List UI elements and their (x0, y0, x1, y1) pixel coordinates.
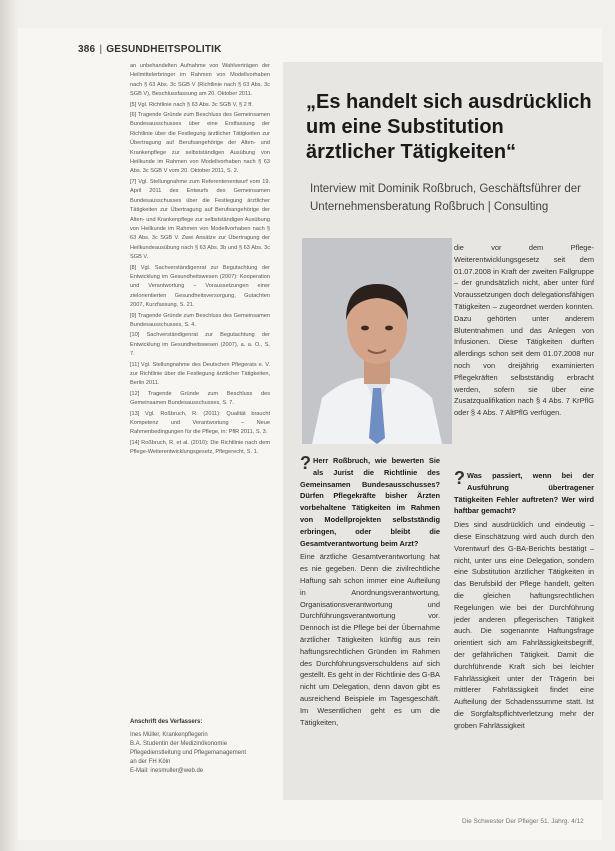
question-mark-glyph: ? (300, 453, 311, 473)
author-address-line: an der FH Köln (130, 759, 171, 765)
footnote: [6] Tragende Gründe zum Beschluss des Gemeinsamen Bundesausschusses über eine Erstfassung der Richtlinie über die Festlegung ärztlicher Tätigkeiten zur Übertragung auf Berufsangehörige der Alten- und Krankenpflege zur selbstständigen Ausübung von Heilkunde im Rahmen von Modellvorhaben nach § 63 Abs. 3c SGB V vom 20. Oktober 2011, S. 2. (130, 112, 270, 175)
author-address (130, 718, 270, 776)
answer-2: Dies sind ausdrücklich und eindeutig – diese Einschätzung wird auch durch den Vorentwurf des G-BA-Berichts bestätigt – nicht, unter uns eine Delegation, sondern eine Substitution ärztlicher Tätigkeiten in das Berufsbild der Pflege handelt, gelten die gleichen haftungsrechtlichen Regelungen wie bei der Durchführung jeder anderen pflegerischen Tätigkeit auch. Die sogenannte Haftungsfrage orientiert sich am Fahrlässigkeitsbegriff, der gefährlichen Tätigkeit. Damit die durchführende Kraft sich bei leichter Fahrlässigkeit unter der Trägerin bei mittlerer Fahrlässigkeit findet eine Aufteilung der Schadenssumme statt. Ist die Sorgfaltspflichtverletzung mehr der groben Fahrlässigkeit (454, 520, 594, 730)
header-separator: | (99, 44, 103, 55)
footnote: [5] Vgl. Richtlinie nach § 63 Abs. 3c SGB V, § 2 ff. (130, 101, 253, 108)
author-address-line: Ines Müller, Krankenpflegerin (130, 732, 208, 738)
portrait-illustration (302, 238, 452, 444)
answer-1: Eine ärztliche Gesamtverantwortung hat es nie gegeben. Denn die zivilrechtliche Haftung sah schon immer eine Aufteilung in Anordnungsverantwortung, Organisationsverantwortung und Durchführungsverantwortung vor. Dennoch ist die Pflege bei der Übernahme ärztlicher Tätigkeiten künftig aus rein haftungsrechtlichen Gründen im Rahmen des Durchführungsverschuldens auf sich gestellt. Es geht in der Richtlinie des G-BA nicht um Delegation, denn davon gibt es ausreichend Beispiele im Tagesgeschäft. Im Wesentlichen geht es um die Tätigkeiten, (300, 552, 440, 727)
author-address-line: B.A. Studentin der Medizinökonomie (130, 741, 228, 747)
author-address-heading: Anschrift des Verfassers: (130, 719, 203, 725)
page-header (78, 44, 222, 55)
interview-column-left (300, 455, 440, 730)
footnote: [11] Vgl. Stellungnahme des Deutschen Pflegerats e. V. zur Richtlinie über die Festlegung ärztlicher Tätigkeiten, Berlin 2011. (130, 361, 270, 387)
footnote: [14] Roßbruch, R. et al. (2010): Die Richtlinie nach dem Pflege-Weiterentwicklungsgesetz, Pflegerecht, S. 1. (130, 439, 270, 456)
page-gutter-shadow (0, 0, 18, 851)
interview-intro: Interview mit Dominik Roßbruch, Geschäftsführer der Unternehmensberatung Roßbruch | Consulting (310, 183, 581, 213)
footnotes-column (130, 62, 270, 459)
interview-column-right-bottom (454, 470, 594, 734)
footnote: an unbehandelten Aufnahme von Wahlverträgen der Heilmittelerbringer im Rahmen von Modellvorhaben nach § 63 Abs. 3c SGB V (Richtlinie nach § 63 Abs. 3c SGB V), Beschlussfassung am 20. Oktober 2011. (130, 63, 270, 98)
footnote: [12] Tragende Gründe zum Beschluss des Gemeinsamen Bundesausschusses, S. 7. (130, 390, 270, 407)
footnote: [9] Tragende Gründe zum Beschluss des Gemeinsamen Bundesausschusses, S. 4. (130, 312, 270, 328)
footnote: [8] Vgl. Sachverständigenrat zur Begutachtung der Entwicklung im Gesundheitswesen (2007): Kooperation und Verantwortung – Voraussetzungen einer zielorientierten Gesundheitsversorgung, Gutachten 2007, Kurzfassung, S. 21. (130, 264, 270, 309)
author-address-line: E-Mail: inesmuller@web.de (130, 768, 204, 774)
question-1 (300, 455, 440, 549)
question-2-text: Was passiert, wenn bei der Ausführung übertragener Tätigkeiten Fehler auftreten? Wer wird haftbar gemacht? (454, 471, 594, 516)
page-footer: Die Schwester Der Pfleger 51. Jahrg. 4/12 (462, 818, 584, 825)
question-1-text: Herr Roßbruch, wie bewerten Sie als Jurist die Richtlinie des Gemeinsamen Bundesausschusses? Dürfen Pflegekräfte bisher Ärzten vorbehaltene Tätigkeiten im Rahmen von Modellprojekten selbstständig erbringen, oder bleibt die Gesamtverantwortung beim Arzt? (300, 456, 440, 548)
page-number: 386 (78, 44, 96, 55)
answer-1-continued: die vor dem Pflege-Weiterentwicklungsgesetz seit dem 01.07.2008 in Kraft der zweiten Fallgruppe – der grundsätzlich nicht, aber unter fünf Voraussetzungen doch delegationsfähigen Tätigkeiten – zugeordnet werden konnten. Dazu gehörten unter anderem Blutentnahmen und das Anlegen von Infusionen. Diese Tätigkeiten durften allerdings schon seit dem 01.07.2008 nur noch von dreijährig examinierten Pflegekräften selbstständig erbracht werden, sofern sie über eine Zusatzqualifikation nach § 4 Abs. 7 KrPflG oder § 4 Abs. 7 AltPflG verfügen. (454, 243, 594, 418)
footnote: [13] Vgl. Roßbruch, R. (2011): Qualität braucht Kompetenz und Verantwortung – Neue Rahmenbedingungen für die Pflege, in: PflR 2011, S. 3. (130, 410, 270, 436)
section-title: GESUNDHEITSPOLITIK (106, 44, 222, 55)
footnote: [10] Sachverständigenrat zur Begutachtung der Entwicklung im Gesundheitswesen (2007), a. a. O., S. 7. (130, 332, 270, 358)
author-address-line: Pflegedienstleitung und Pflegemanagement (130, 750, 247, 756)
question-mark-glyph: ? (454, 468, 465, 488)
footnote: [7] Vgl. Stellungnahme zum Referentenentwurf vom 19. April 2011 des Entwurfs des Gemeinsamen Bundesausschusses über die Festlegung ärztlicher Tätigkeiten zur Übertragung auf Berufsangehörige der Alten- und Krankenpflege zur selbstständigen Ausübung von Heilkunde im Rahmen von Modellvorhaben nach § 63 Abs. 3c SGB V. Zwei Ansätze zur Übertragung der Heilkundeausübung nach § 63 Abs. 3b und § 63 Abs. 3c SGB V. (130, 178, 270, 261)
portrait-photo (302, 238, 452, 444)
interview-headline: „Es handelt sich ausdrücklich um eine Substitution ärztlicher Tätigkeiten“ (306, 91, 592, 163)
question-2 (454, 470, 594, 517)
interview-column-right-top (454, 242, 594, 421)
